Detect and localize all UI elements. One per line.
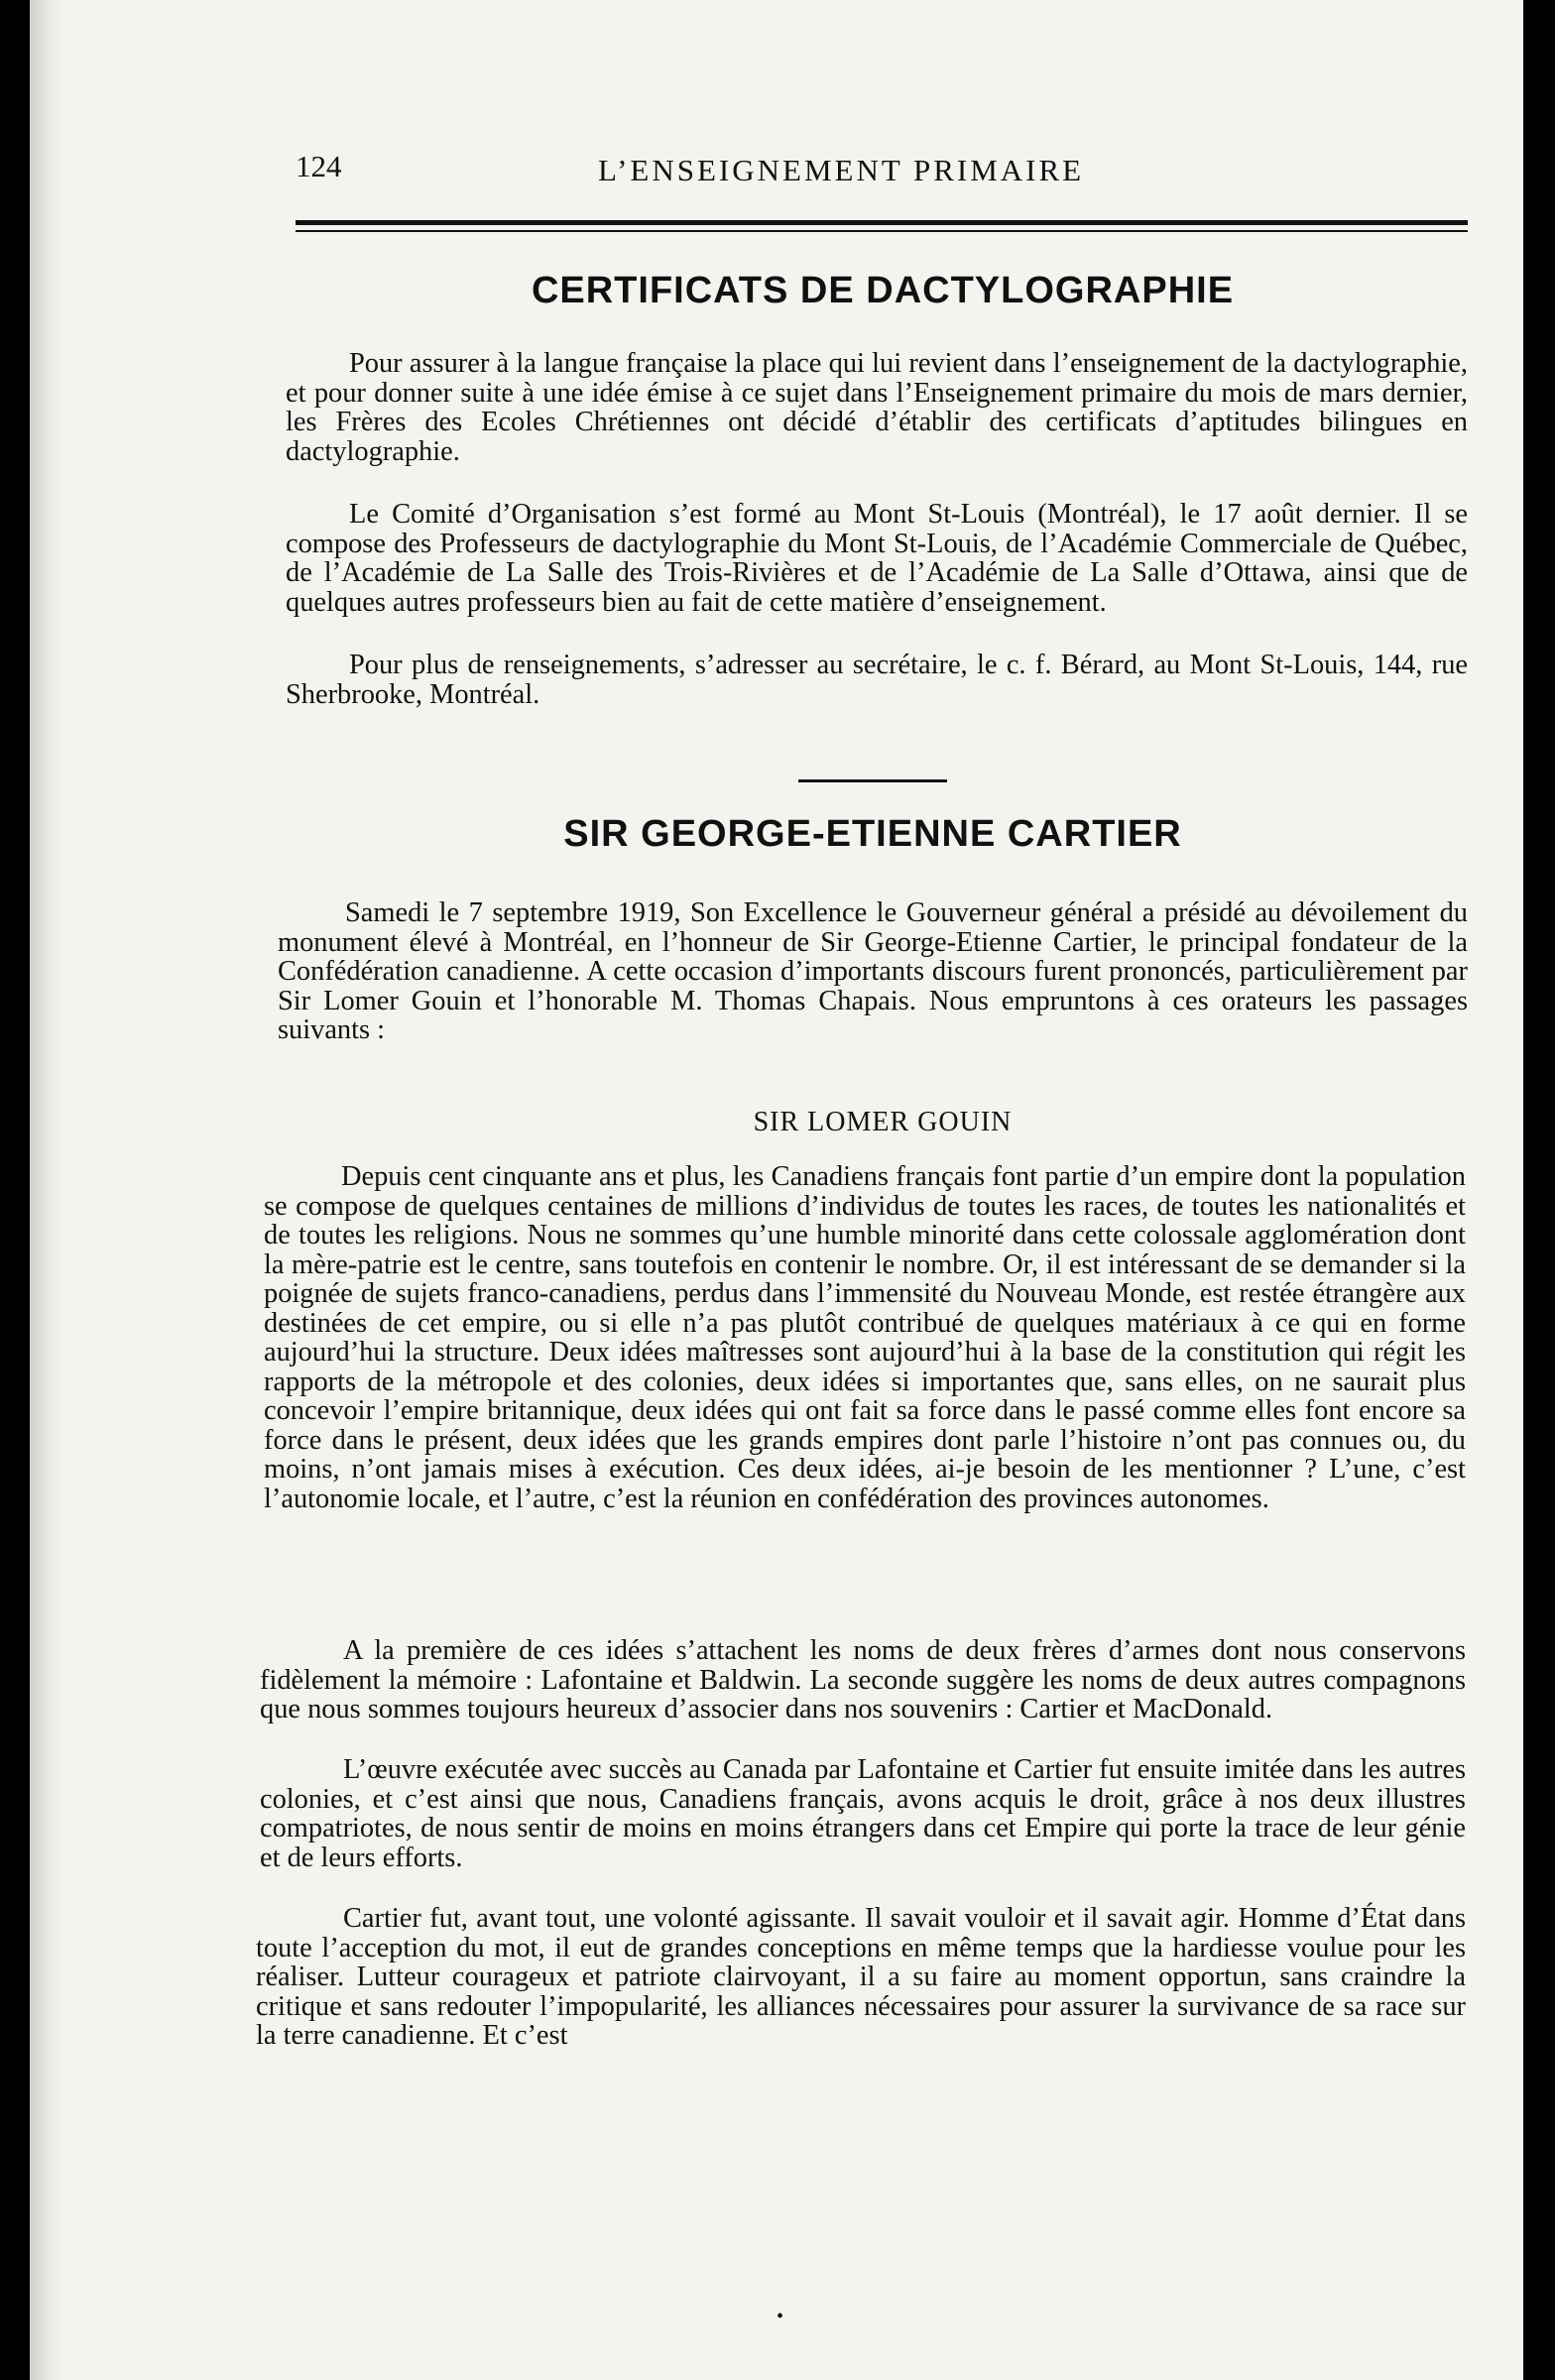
article-title-certificats: CERTIFICATS DE DACTYLOGRAPHIE [531,270,1235,311]
footer-mark: • [777,2306,784,2327]
page-header [296,149,1466,198]
page-number: 124 [296,149,342,183]
article1-paragraph-2: Le Comité d’Organisation s’est formé au Mont St-Louis (Montréal), le 17 août dernier. Il se compose des Professeurs de dactylographie du Mont St-Louis, de l’Académie Commerciale de Québec, de l’Académie de La Salle des Trois-Rivières et de l’Académie de La Salle d’Ottawa, ainsi que de quelques autres professeurs bien au fait de cette matière d’enseignement. [286,499,1468,618]
article-title-cartier: SIR GEORGE-ETIENNE CARTIER [563,813,1182,855]
header-rule-thick [296,220,1468,225]
subheading-lomer-gouin: SIR LOMER GOUIN [753,1107,1013,1137]
speech-paragraph-4: Cartier fut, avant tout, une volonté agissante. Il savait vouloir et il savait agir. Homme d’État dans toute l’acception du mot, il eut de grandes conceptions en même temps que la hardiesse voulue pour les réaliser. Lutteur courageux et patriote clairvoyant, il a su faire au moment opportun, sans craindre la critique et sans redouter l’impopularité, les alliances nécessaires pour assurer la survivance de sa race sur la terre canadienne. Et c’est [256,1903,1466,2051]
header-rule-thin [296,230,1468,232]
speech-paragraph-1: Depuis cent cinquante ans et plus, les Canadiens français font partie d’un empire dont la population se compose de quelques centaines de millions d’individus de toutes les races, de toutes les nationalités et de toutes les religions. Nous ne sommes qu’une humble minorité dans cette colossale agglomération dont la mère-patrie est le centre, sans toutefois en contenir le nombre. Or, il est intéressant de se demander si la poignée de sujets franco-canadiens, perdus dans l’immensité du Nouveau Monde, est restée étrangère aux destinées de cet empire, ou si elle n’a pas plutôt contribué de quelques matériaux à ce qui en forme aujourd’hui la structure. Deux idées maîtresses sont aujourd’hui à la base de la constitution qui régit les rapports de la métropole et des colonies, deux idées si importantes que, sans elles, on ne saurait plus concevoir l’empire britannique, deux idées qui ont fait sa force dans le passé comme elles font encore sa force dans le présent, deux idées que les grands empires dont parle l’histoire n’ont pas connues ou, du moins, n’ont jamais mises à exécution. Ces deux idées, ai-je besoin de les mentionner ? L’une, c’est l’autonomie locale, et l’autre, c’est la réunion en confédération des provinces autonomes. [264,1161,1466,1514]
speech-paragraph-2: A la première de ces idées s’attachent les noms de deux frères d’armes dont nous conservons fidèlement la mémoire : Lafontaine et Baldwin. La seconde suggère les noms de deux autres compagnons que nous sommes toujours heureux d’associer dans nos souvenirs : Cartier et MacDonald. [260,1635,1466,1725]
running-title: L’ENSEIGNEMENT PRIMAIRE [598,153,1085,187]
speech-paragraph-3: L’œuvre exécutée avec succès au Canada par Lafontaine et Cartier fut ensuite imitée dans les autres colonies, et c’est ainsi que nous, Canadiens français, avons acquis le droit, grâce à nos deux illustres compatriotes, de nous sentir de moins en moins étrangers dans cet Empire qui porte la trace de leur génie et de leurs efforts. [260,1754,1466,1873]
section-divider [798,779,947,782]
scan-border [1523,0,1555,2380]
article1-paragraph-3: Pour plus de renseignements, s’adresser au secrétaire, le c. f. Bérard, au Mont St-Louis, 144, rue Sherbrooke, Montréal. [286,650,1468,710]
article2-intro: Samedi le 7 septembre 1919, Son Excellence le Gouverneur général a présidé au dévoilement du monument élevé à Montréal, en l’honneur de Sir George-Etienne Cartier, le principal fondateur de la Confédération canadienne. A cette occasion d’importants discours furent prononcés, particulièrement par Sir Lomer Gouin et l’honorable M. Thomas Chapais. Nous empruntons à ces orateurs les passages suivants : [278,897,1468,1045]
article1-paragraph-1: Pour assurer à la langue française la place qui lui revient dans l’enseignement de la dactylographie, et pour donner suite à une idée émise à ce sujet dans l’Enseignement primaire du mois de mars dernier, les Frères des Ecoles Chrétiennes ont décidé d’établir des certificats d’aptitudes bilingues en dactylographie. [286,348,1468,467]
page-binding-shadow [30,0,63,2380]
